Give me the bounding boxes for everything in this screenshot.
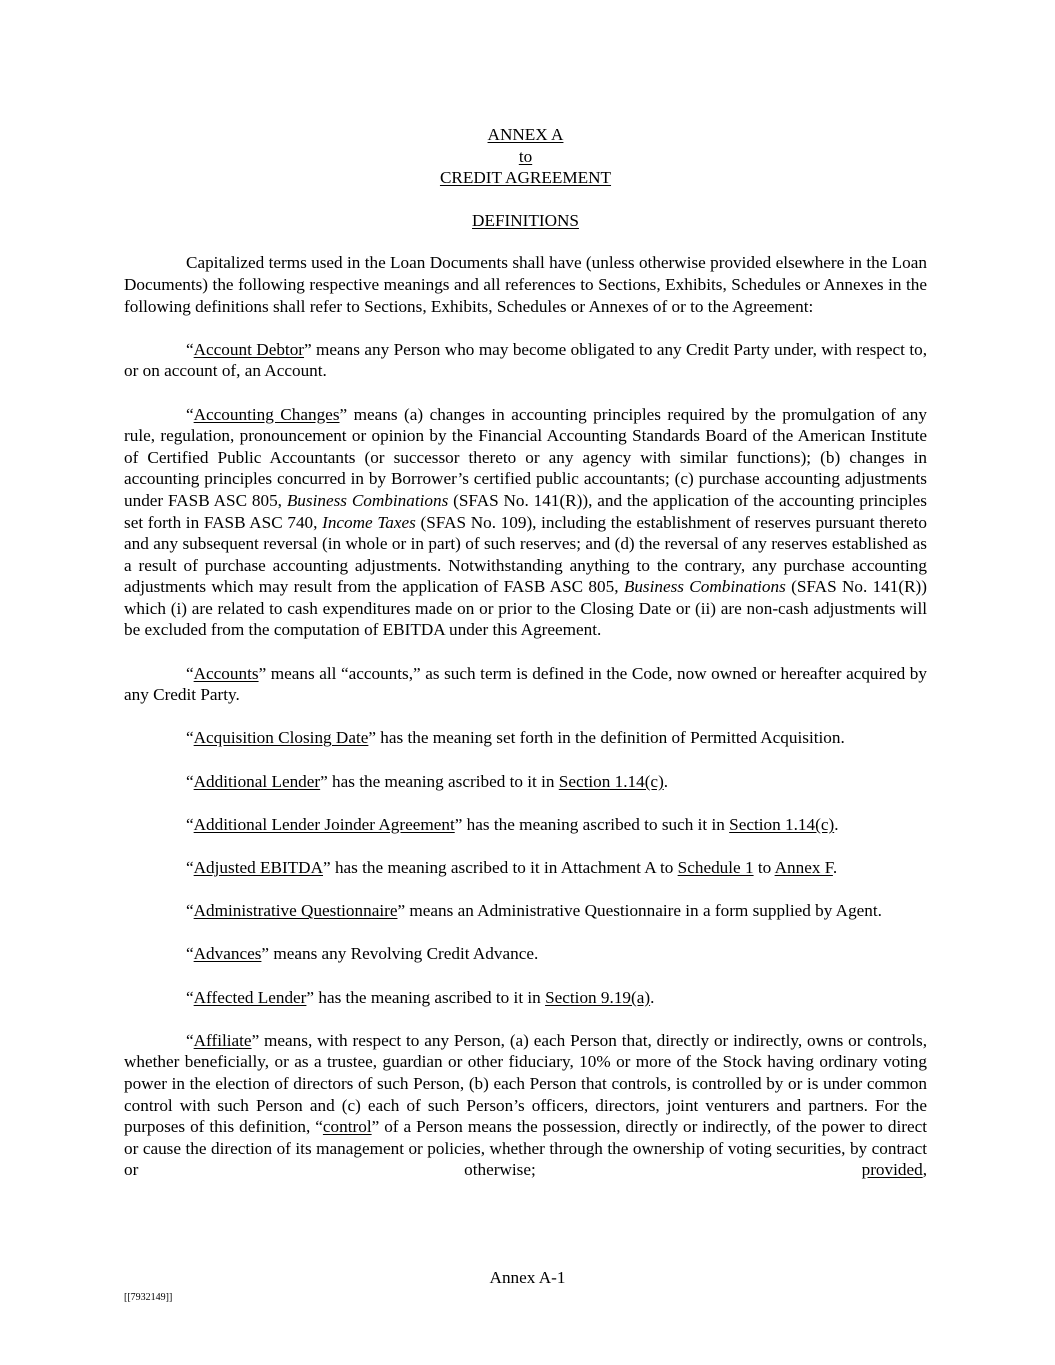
proviso-term: provided (861, 1160, 923, 1180)
section-title: DEFINITIONS (472, 210, 579, 230)
definition-additional-lender: “Additional Lender” has the meaning ascribed to it in Section 1.14(c). (186, 771, 669, 791)
section-reference: Section 1.14(c) (558, 771, 664, 791)
defined-term: Acquisition Closing Date (193, 728, 369, 748)
defined-term: Additional Lender Joinder Agreement (193, 814, 455, 834)
defined-term: Additional Lender (193, 771, 321, 791)
definition-accounting-changes: “Accounting Changes” means (a) changes in accounting principles required by the promulgation of any rule, regulation, pronouncement or opinion by the Financial Accounting Standards Board of the American Institute of Certified Public Accountants (or successor thereto or any agency with similar functions); (b) changes in accounting principles concurred in by Borrower’s certified public accountants; (c) purchase accounting adjustments under FASB ASC 805, Business Combinations (SFAS No. 141(R)), and the application of the accounting principles set forth in FASB ASC 740, Income Taxes (SFAS No. 109), including the establishment of reserves pursuant thereto and any subsequent reversal (in whole or in part) of such reserves; and (d) the reversal of any reserves established as a result of purchase accounting adjustments. Notwithstanding anything to the contrary, any purchase accounting adjustments which may result from the application of FASB ASC 805, Business Combinations (SFAS No. 141(R)) which (i) are related to cash expenditures made on or prior to the Closing Date or (ii) are non-cash adjustments will be excluded from the computation of EBITDA under this Agreement. (124, 404, 928, 640)
defined-term: Advances (193, 944, 262, 964)
defined-term: Account Debtor (193, 339, 305, 359)
defined-term: Accounts (193, 663, 259, 683)
annex-title-line-1: ANNEX A (487, 125, 564, 144)
definition-advances: “Advances” means any Revolving Credit Advance. (186, 944, 539, 964)
definition-adjusted-ebitda: “Adjusted EBITDA” has the meaning ascribed to it in Attachment A to Schedule 1 to Annex F. (186, 858, 838, 877)
definition-acquisition-closing-date: “Acquisition Closing Date” has the meaning set forth in the definition of Permitted Acquisition. (186, 728, 845, 748)
annex-title-line-3: CREDIT AGREEMENT (439, 168, 612, 188)
defined-term: Administrative Questionnaire (193, 901, 398, 921)
section-reference: Section 1.14(c) (729, 814, 835, 834)
definition-additional-lender-joinder-agreement: “Additional Lender Joinder Agreement” has the meaning ascribed to such it in Section 1.14(c). (186, 814, 839, 834)
annex-reference: Annex F (774, 858, 833, 877)
defined-term: Accounting Changes (193, 404, 340, 424)
document-id: [[7932149]] (124, 1292, 173, 1303)
page-footer: Annex A-1 (489, 1268, 566, 1287)
annex-title (124, 124, 927, 189)
definition-accounts: “Accounts” means all “accounts,” as such term is defined in the Code, now owned or hereafter acquired by any Credit Party. (124, 663, 927, 705)
definition-affected-lender: “Affected Lender” has the meaning ascribed to it in Section 9.19(a). (186, 987, 655, 1007)
section-reference: Section 9.19(a) (545, 987, 651, 1007)
defined-term: Adjusted EBITDA (193, 858, 324, 877)
annex-title-line-2: to (518, 146, 533, 166)
defined-term: Affiliate (193, 1030, 252, 1050)
document-page (124, 124, 927, 1203)
definition-affiliate: “Affiliate” means, with respect to any Person, (a) each Person that, directly or indirectly, owns or controls, whether beneficially, or as a trustee, guardian or other fiduciary, 10% or more of the Stock having ordinary voting power in the election of directors of such Person, (b) each Person that controls, is controlled by or is under common control with such Person and (c) each of such Person’s officers, directors, joint venturers and partners. For the purposes of this definition, “control” of a Person means the possession, directly or indirectly, of the power to direct or cause the direction of its management or policies, whether through the ownership of voting securities, by contract or otherwise; provided, (124, 1030, 927, 1180)
intro-paragraph: Capitalized terms used in the Loan Documents shall have (unless otherwise provided elsewhere in the Loan Documents) the following respective meanings and all references to Sections, Exhibits, Schedules or Annexes in the following definitions shall refer to Sections, Exhibits, Schedules or Annexes of or to the Agreement: (124, 253, 927, 316)
definition-account-debtor: “Account Debtor” means any Person who may become obligated to any Credit Party under, with respect to, or on account of, an Account. (124, 339, 927, 381)
defined-term-control: control (322, 1117, 372, 1137)
defined-term: Affected Lender (193, 987, 307, 1007)
definition-administrative-questionnaire: “Administrative Questionnaire” means an Administrative Questionnaire in a form supplied by Agent. (186, 901, 882, 921)
schedule-reference: Schedule 1 (677, 858, 754, 877)
